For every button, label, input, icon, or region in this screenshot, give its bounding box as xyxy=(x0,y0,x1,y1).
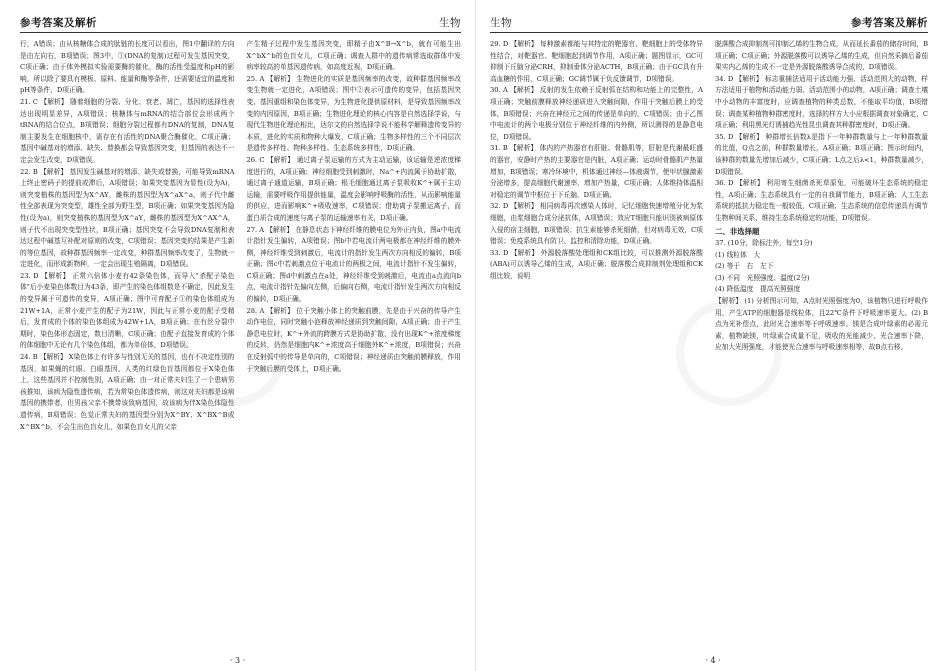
answer-paragraph: 36. D 【解析】 利用寄生细菌杀死草原兔，可能破坏生态系统的稳定性，A项正确；生态系统具有一定的自我调节能力，B项正确；人工生态系统的抵抗力稳定性一般较低，C项正确；生态系统的信息传递具有调节生物种间关系、维持生态系统稳定的功能，D项错误。 xyxy=(715,179,928,222)
watermark-logo-icon xyxy=(676,300,782,406)
left-header-title: 参考答案及解析 xyxy=(20,17,97,29)
question-header: 37. (10分，除标注外，每空1分) xyxy=(715,239,813,248)
left-header-subject: 生物 xyxy=(439,17,461,29)
section-title: 二、非选择题 xyxy=(715,226,760,236)
right-column-1 xyxy=(490,39,703,651)
answer-analysis: 【解析】 (1) 分析图示可知，A点时光照强度为0，该植物只进行呼吸作用，产生ATP的细胞器是线粒体，且22℃条件下呼吸速率更大。(2) B点为光补偿点，此时光合速率等于呼吸速率。镁是合成叶绿素的必需元素，植物缺镁，叶绿素合成量不足，吸收的光能减少，光合速率下降，应加大光照强度，才能使光合速率与呼吸速率相等，故B点右移。 xyxy=(715,297,928,352)
left-page-header xyxy=(20,4,461,33)
answer-paragraph: 21. C 【解析】 随着细胞的分裂、分化、衰老、凋亡，基因的选择性表达出现明显差异，A项错误；核糖体与mRNA的结合部位会形成两个tRNA的结合位点，B项错误；细胞分裂过程都有DNA的复制，DNA复制主要发生在细胞核中，需存在有活性的DNA聚合酶催化，C项正确；基因中碱基对的增添、缺失、替换都会导致基因突变，但基因的表达不一定会发生改变，D项错误。 xyxy=(20,97,235,164)
answer-paragraph: 24. B 【解析】 X染色体上有许多与性别无关的基因，也有不决定性别的基因，如果蝇的红眼、白眼基因、人类的红绿色盲基因都位于X染色体上，这些基因并不控制性别，A项正确；由一对正常夫妇生了一个患病男孩推知，该病为隐性遗传病，若为常染色体遗传病，则这对夫妇都是该病基因的携带者，但男孩父亲不携带该致病基因，故该病为伴X染色体隐性遗传病，B项错误；色觉正常夫妇的基因型分别为X^BY、X^BX^B或X^BX^b，不会生出色盲女儿，如果色盲女儿的父亲 xyxy=(20,353,235,431)
left-page-number: · 3 · xyxy=(229,656,246,665)
answer-paragraph: 27. A 【解析】 在静息状态下神经纤维的膜电位为外正内负，图a中电流计指针发生偏转，A项错误；图b中若电流计两电极都在神经纤维的膜外侧，神经纤维受到刺激后，电流计的指针发生两次方向相反的偏转，B项正确；图c中若刺激点位于电流计的两极之间，电流计指针不发生偏转，C项正确；图d中刺激点在a处，神经纤维受到刺激后，电流由a点流向b点，电流计指针先偏向左侧，后偏向右侧，电流计指针发生两次方向相反的偏转，D项正确。 xyxy=(246,225,461,304)
right-header-subject: 生物 xyxy=(490,17,512,29)
answer-paragraph: 26. C 【解析】 通过离子泵运输的方式为主动运输，该运输是逆浓度梯度进行的，A项正确；神经细胞受到刺激时，Na^+内流属于协助扩散，通过离子通道运输，B项正确；根毛细胞通过离子泵吸收K^+属于主动运输，需要呼吸作用提供能量，温度会影响呼吸酶的活性，从而影响能量的供应，进而影响K^+吸收速率，C项错误；借助离子泵搬运离子，而蛋白质合成的速度与离子泵的运输速率有关，D项正确。 xyxy=(246,155,461,222)
answer-paragraph: 行，A错误；由从核糖体合成的肽链的长度可以看出，图1中翻译的方向是由左向右，B项错误；图3中，①(DNA的复制)过程可发生基因突变，C项正确；由于体外模拟实验需要酶的催化，酶的活性受温度和pH的影响，所以除了要具有模板、原料、能量和酶等条件，还需要适宜的温度和pH等条件，D项正确。 xyxy=(20,40,235,95)
answer-paragraph: 29. D 【解析】 每种激素都能与其特定的靶器官、靶细胞上的受体特异性结合，对靶器官、靶细胞起到调节作用，A项正确；题图显示，GC可抑制下丘脑分泌CRH，抑制垂体分泌ACTH，B项正确；由于GC具有升高血糖的作用，C项正确；GC调节属于负反馈调节，D项错误。 xyxy=(490,40,703,83)
answer-paragraph: 35. D 【解析】 种群增长倍数λ是指下一年种群数量与上一年种群数量的比值，Q点之前，种群数量增长，A项正确；B项正确；图示时间内，该种群的数量先增加后减少，C项正确；L点之后λ<1，种群数量减少，D项错误。 xyxy=(715,132,928,176)
right-page-header xyxy=(490,4,928,33)
answer-paragraph: 34. D 【解析】 标志重捕法适用于活动能力强、活动范围大的动物，样方法适用于植物和活动能力弱、活动范围小的动物，A项正确；调查土壤中小动物的丰富度时，应调查植物的种类总数，不能取平均值，B项错误；调查某种植物种群密度时，选择的样方大小应根据调查对象确定，C项正确；利用黑光灯诱捕趋光性昆虫调查其种群密度时，D项正确。 xyxy=(715,74,928,130)
answer-paragraph: 产生精子过程中发生基因突变，即精子由X^B→X^b，就有可能生出X^bX^b的色盲女儿，C项正确；调查人群中的遗传病常选取群体中发病率较高的单基因遗传病，如高度近视，D项正确。 xyxy=(246,40,461,72)
answer-paragraph: 32. D 【解析】 相同病毒再次感染人体时，记忆细胞快速增殖分化为浆细胞，由浆细胞合成分泌抗体，A项错误；效应T细胞只能识别被病原体入侵的宿主细胞，B项错误；抗生素能够杀死细菌，但对病毒无效，C项错误；免疫系统具有防卫、监控和清除功能，D项正确。 xyxy=(490,202,703,246)
answer-paragraph: 脱落酸合成抑制剂可抑制乙烯的生物合成，从而延长番茄的储存时间，B项正确；C项正确；外源脱落酸可以诱导乙烯的生成，但自然采摘后番茄果实内乙烯的生成不一定是外源脱落酸诱导合成的，D项错误。 xyxy=(715,40,928,72)
answer-paragraph: 28. A 【解析】 位于突触小体上的突触前膜，先是由于兴奋的传导产生动作电位，同时突触小泡释放神经递质到突触间隙，A项正确；由于产生静息电位时，K^+外流的跨膜方式是协助扩散，没有出现K^+浓度梯度的反转，仍然是细胞内K^+浓度高于细胞外K^+浓度，B项错误；兴奋在反射弧中的传导是单向的，C项错误；神经递质由突触前膜释放，作用于突触后膜的受体上，D项正确。 xyxy=(246,306,461,373)
watermark-logo-icon xyxy=(180,300,286,406)
answer-paragraph: 30. A 【解析】 反射的发生依赖于反射弧在结构和功能上的完整性，A项正确；突触前膜释放神经递质进入突触间隙，作用于突触后膜上的受体，B项错误；兴奋在神经元之间的传递是单向的，C项错误；由于乙图中电流计的两个电极分别位于神经纤维的内外侧，所以测得的是静息电位，D项错误。 xyxy=(490,86,703,141)
right-page-number: · 4 · xyxy=(705,656,721,665)
answer-paragraph: 31. B 【解析】 体内的产热器官有肝脏、骨骼肌等，肝脏是代谢最旺盛的器官，安静时产热的主要器官是内脏，A项正确；运动时骨骼肌产热量增加，B项错误；寒冷环境中，机体通过神经—体液调节，使甲状腺激素分泌增多，提高细胞代谢速率，增加产热量，C项正确；人体维持体温相对稳定的调节中枢位于下丘脑，D项正确。 xyxy=(490,144,703,199)
answer-line: (4) 降低温度 提高光照强度 xyxy=(715,285,801,294)
answer-line: (2) 等于 右 左下 xyxy=(715,262,774,271)
answer-paragraph: 23. D 【解析】 正常六倍体小麦有42条染色体，而导入"杀配子染色体"后小麦染色体数目为43条，即产生的染色体组数是不确定，因此发生的变异属于可遗传的变异，A项正确；图中可育配子①的染色体组成为21W+1A，正常小麦产生的配子为21W，因此与正常小麦的配子受精后，发育成的个体的染色体组成为42W+1A，B项正确；在有丝分裂中期时，染色体形态固定，数目清晰，C项正确；由配子直接发育成的个体的体细胞中无论有几个染色体组，都为单倍体，D项错误。 xyxy=(20,271,235,350)
right-page xyxy=(475,0,950,671)
answer-line: (1) 线粒体 大 xyxy=(715,250,761,259)
answer-line: (3) 不同 光照强度、温度(2分) xyxy=(715,273,810,282)
answer-paragraph: 33. D 【解析】 外源脱落酸处理组和CK组比较，可以推测外源脱落酸(ABA)可以诱导乙烯的生成，A项正确；脱落酸合成抑制剂处理组和CK组比较，说明 xyxy=(490,248,703,280)
answer-paragraph: 25. A 【解析】 生物进化的实质是基因频率的改变，故种群基因频率改变生物就一定进化，A项错误；图中②表示可遗传的变异，包括基因突变、基因重组和染色体变异，为生物进化提供原材料，是导致基因频率改变的内因原因，B项正确；生物进化理论的核心内容是自然选择学说，与现代生物进化理论相比，达尔文的自然选择学说不能科学解释遗传变异的本质，进化的实质和物种大爆发，C项正确；生物多样性的三个不同层次是遗传多样性、物种多样性、生态系统多样性，D项正确。 xyxy=(246,74,461,153)
answer-paragraph: 22. B 【解析】 基因发生碱基对的增添、缺失或替换，可能导致mRNA上终止密码子的提前或滞后，A项错误；如果突变基因为显性(设为A)，则突变植株的基因型为X^AY，雌株的基因型为X^aX^a，则子代中雌性全部表现为突变型，雄性全部为野生型，B项正确；如果突变基因为隐性(设为a)，则突变植株的基因型为X^aY，雌株的基因型为X^AX^A，则子代不出现突变型性状，B项正确；基因突变不会导致DNA复制和表达过程中碱基互补配对原则的改变，C项错误；基因突变的结果是产生新的等位基因，故种群基因频率一定改变，种群基因频率改变了，生物就一定进化，而形成新物种，一定会出现生殖隔离，D项错误。 xyxy=(20,167,235,269)
right-header-title: 参考答案及解析 xyxy=(851,17,928,29)
